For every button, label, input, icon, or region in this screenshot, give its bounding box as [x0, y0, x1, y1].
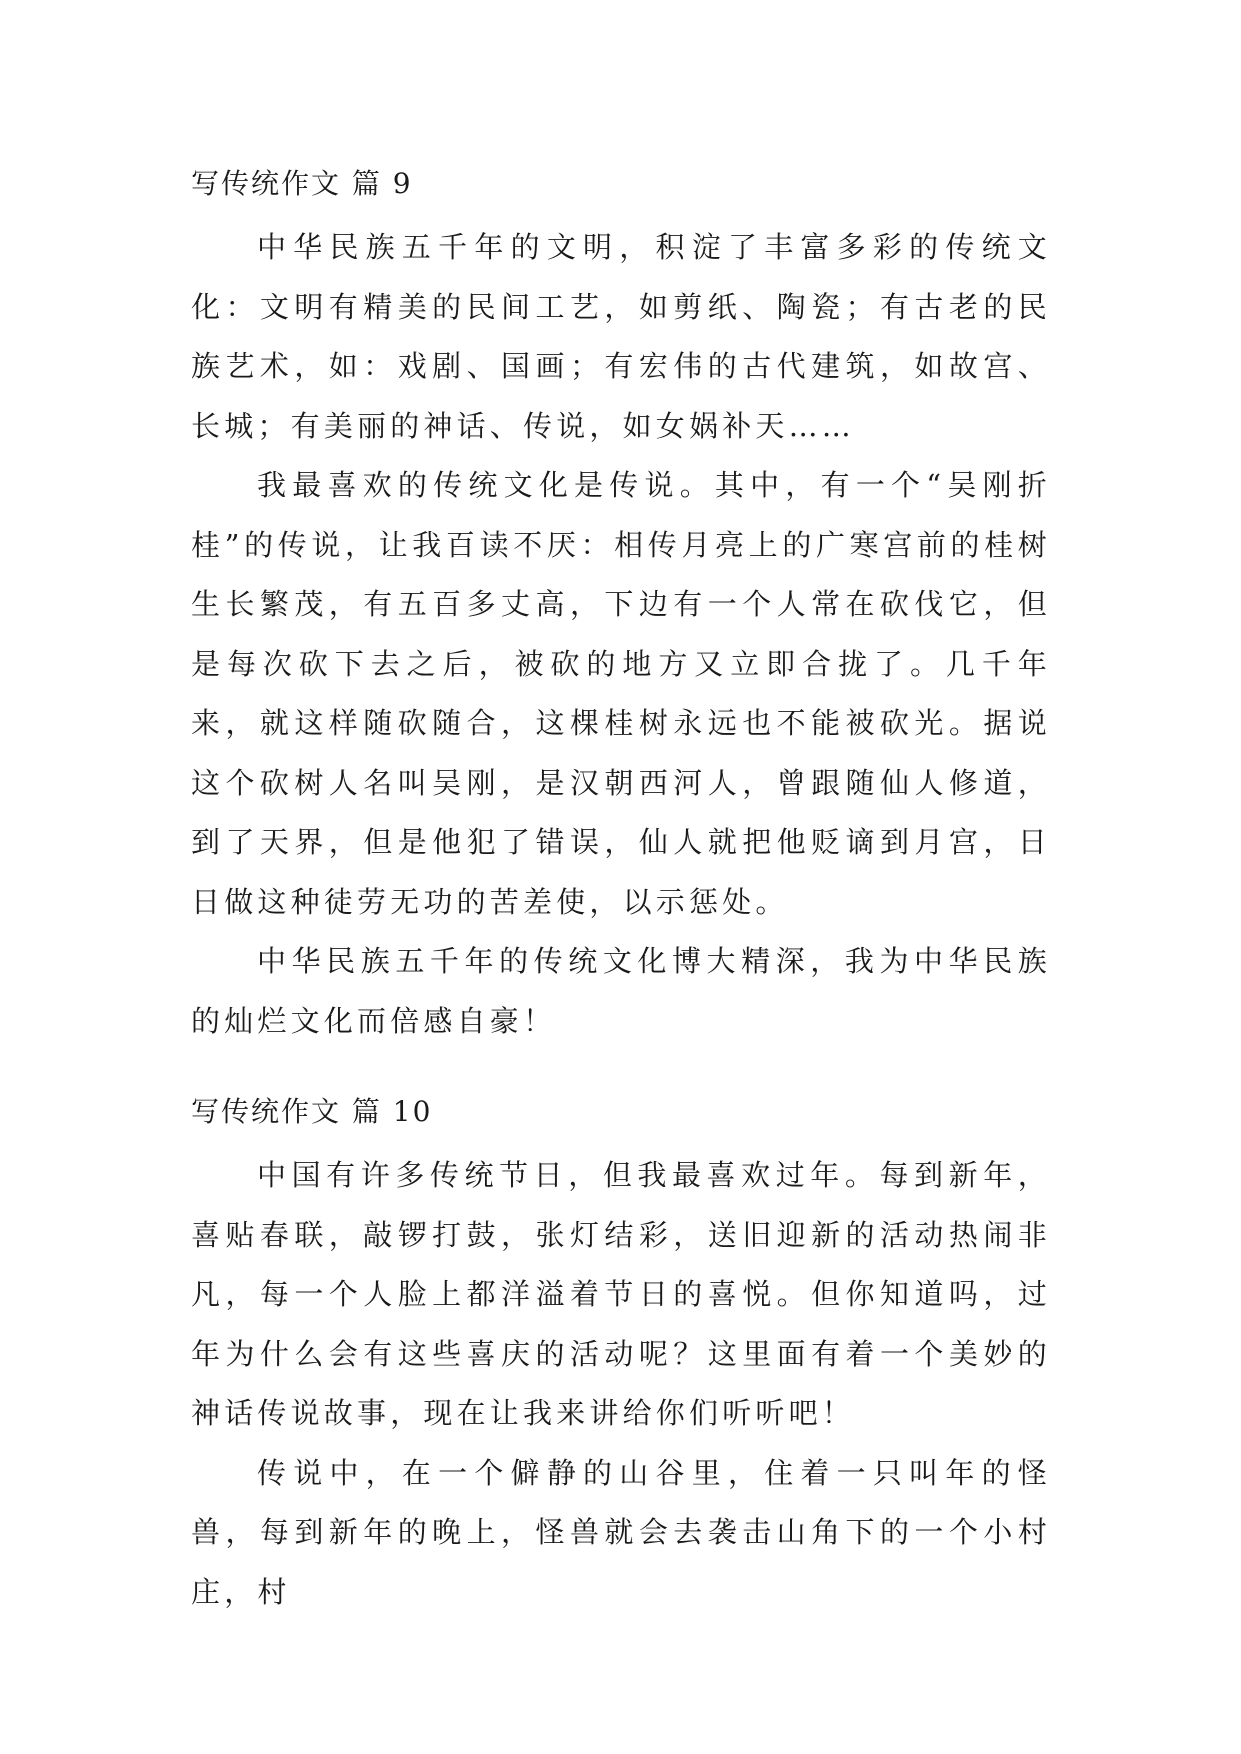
- essay-section-9: [191, 164, 1051, 1051]
- paragraph: 中国有许多传统节日，但我最喜欢过年。每到新年，喜贴春联，敲锣打鼓，张灯结彩，送旧迎新的活动热闹非凡，每一个人脸上都洋溢着节日的喜悦。但你知道吗，过年为什么会有这些喜庆的活动呢？这里面有着一个美妙的神话传说故事，现在让我来讲给你们听听吧！: [191, 1158, 1051, 1430]
- section-title: 写传统作文 篇 9: [191, 167, 413, 200]
- section-title: 写传统作文 篇 10: [191, 1095, 433, 1128]
- paragraph: 传说中，在一个僻静的山谷里，住着一只叫年的怪兽，每到新年的晚上，怪兽就会去袭击山角下的一个小村庄，村: [191, 1455, 1051, 1609]
- paragraph: 中华民族五千年的文明，积淀了丰富多彩的传统文化：文明有精美的民间工艺，如剪纸、陶瓷；有古老的民族艺术，如：戏剧、国画；有宏伟的古代建筑，如故宫、长城；有美丽的神话、传说，如女娲补天……: [191, 230, 1051, 443]
- paragraph: 我最喜欢的传统文化是传说。其中，有一个“吴刚折桂”的传说，让我百读不厌：相传月亮上的广寒宫前的桂树生长繁茂，有五百多丈高，下边有一个人常在砍伐它，但是每次砍下去之后，被砍的地方又立即合拢了。几千年来，就这样随砍随合，这棵桂树永远也不能被砍光。据说这个砍树人名叫吴刚，是汉朝西河人，曾跟随仙人修道，到了天界，但是他犯了错误，仙人就把他贬谪到月宫，日日做这种徒劳无功的苦差使，以示惩处。: [191, 468, 1051, 919]
- paragraph: 中华民族五千年的传统文化博大精深，我为中华民族的灿烂文化而倍感自豪！: [191, 944, 1051, 1038]
- essay-section-10: [191, 1092, 1051, 1622]
